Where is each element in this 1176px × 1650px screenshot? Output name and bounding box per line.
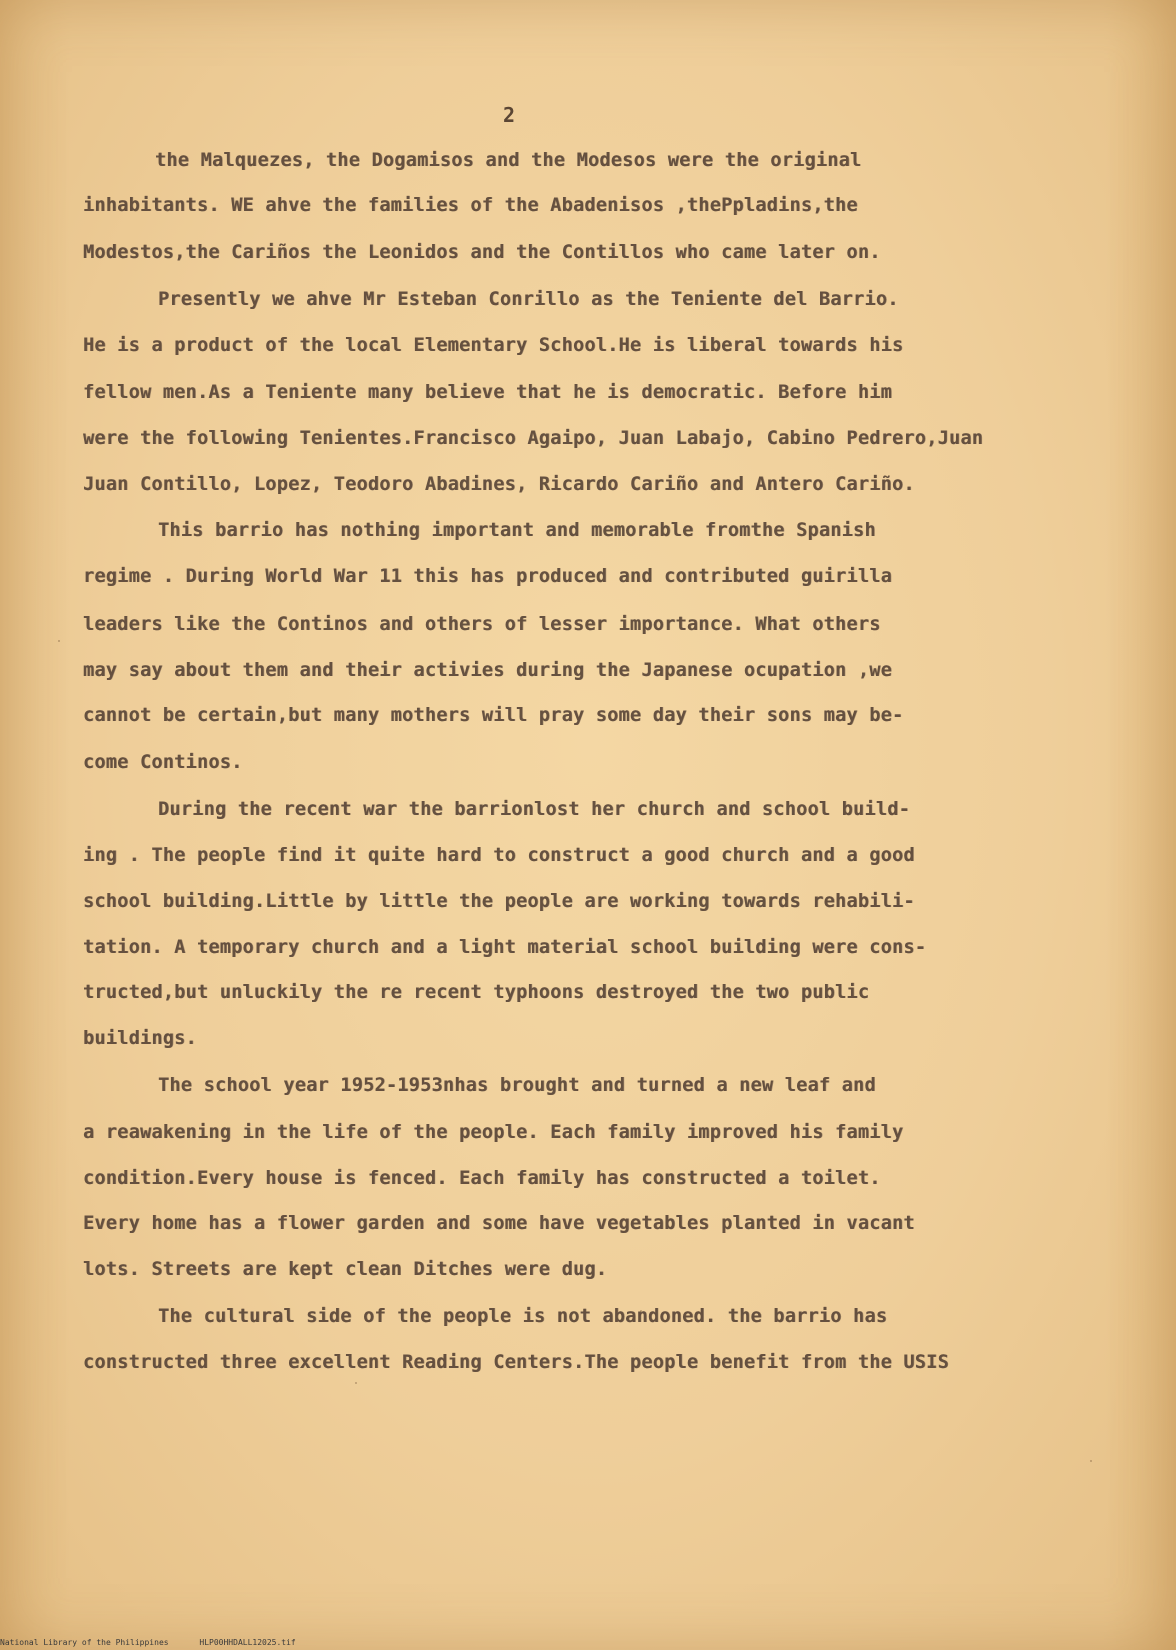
paper-speck bbox=[58, 640, 60, 642]
text-line: This barrio has nothing important and memorable fromthe Spanish bbox=[158, 520, 876, 541]
footer-library: National Library of the Philippines bbox=[0, 1638, 169, 1647]
scan-footer bbox=[0, 1638, 322, 1647]
text-line: inhabitants. WE ahve the families of the Abadenisos ,thePpladins,the bbox=[83, 195, 858, 216]
text-line: Every home has a flower garden and some have vegetables planted in vacant bbox=[83, 1213, 915, 1234]
text-line: During the recent war the barrionlost her church and school build- bbox=[158, 799, 911, 820]
text-line: cannot be certain,but many mothers will pray some day their sons may be- bbox=[83, 705, 904, 726]
text-line: Juan Contillo, Lopez, Teodoro Abadines, Ricardo Cariño and Antero Cariño. bbox=[83, 474, 915, 495]
text-line: The school year 1952-1953nhas brought and turned a new leaf and bbox=[158, 1075, 876, 1096]
text-line: tructed,but unluckily the re recent typhoons destroyed the two public bbox=[83, 982, 870, 1003]
text-line: school building.Little by little the people are working towards rehabili- bbox=[83, 891, 915, 912]
text-line: fellow men.As a Teniente many believe that he is democratic. Before him bbox=[83, 382, 893, 403]
text-line: regime . During World War 11 this has produced and contributed guirilla bbox=[83, 566, 893, 587]
text-line: leaders like the Continos and others of lesser importance. What others bbox=[83, 614, 881, 635]
footer-file: HLP00HHDALL12025.tif bbox=[199, 1638, 296, 1647]
paper-speck bbox=[640, 1310, 642, 1312]
text-line: a reawakening in the life of the people. Each family improved his family bbox=[83, 1122, 904, 1143]
text-line: condition.Every house is fenced. Each family has constructed a toilet. bbox=[83, 1168, 881, 1189]
text-line: the Malquezes, the Dogamisos and the Modesos were the original bbox=[155, 150, 862, 171]
text-line: Modestos,the Cariños the Leonidos and the Contillos who came later on. bbox=[83, 242, 881, 263]
paper-speck bbox=[355, 1382, 357, 1384]
text-line: come Continos. bbox=[83, 752, 243, 773]
paper-speck bbox=[1090, 1460, 1092, 1462]
text-line: lots. Streets are kept clean Ditches were dug. bbox=[83, 1259, 608, 1280]
page-number: 2 bbox=[503, 103, 516, 127]
text-line: He is a product of the local Elementary School.He is liberal towards his bbox=[83, 335, 904, 356]
text-line: tation. A temporary church and a light material school building were cons- bbox=[83, 937, 927, 958]
text-line: buildings. bbox=[83, 1028, 197, 1049]
text-line: were the following Tenientes.Francisco Agaipo, Juan Labajo, Cabino Pedrero,Juan bbox=[83, 428, 984, 449]
text-line: may say about them and their activies during the Japanese ocupation ,we bbox=[83, 660, 893, 681]
text-line: Presently we ahve Mr Esteban Conrillo as the Teniente del Barrio. bbox=[158, 289, 899, 310]
text-line: constructed three excellent Reading Centers.The people benefit from the USIS bbox=[83, 1352, 949, 1373]
text-line: The cultural side of the people is not abandoned. the barrio has bbox=[158, 1306, 888, 1327]
text-line: ing . The people find it quite hard to construct a good church and a good bbox=[83, 845, 915, 866]
